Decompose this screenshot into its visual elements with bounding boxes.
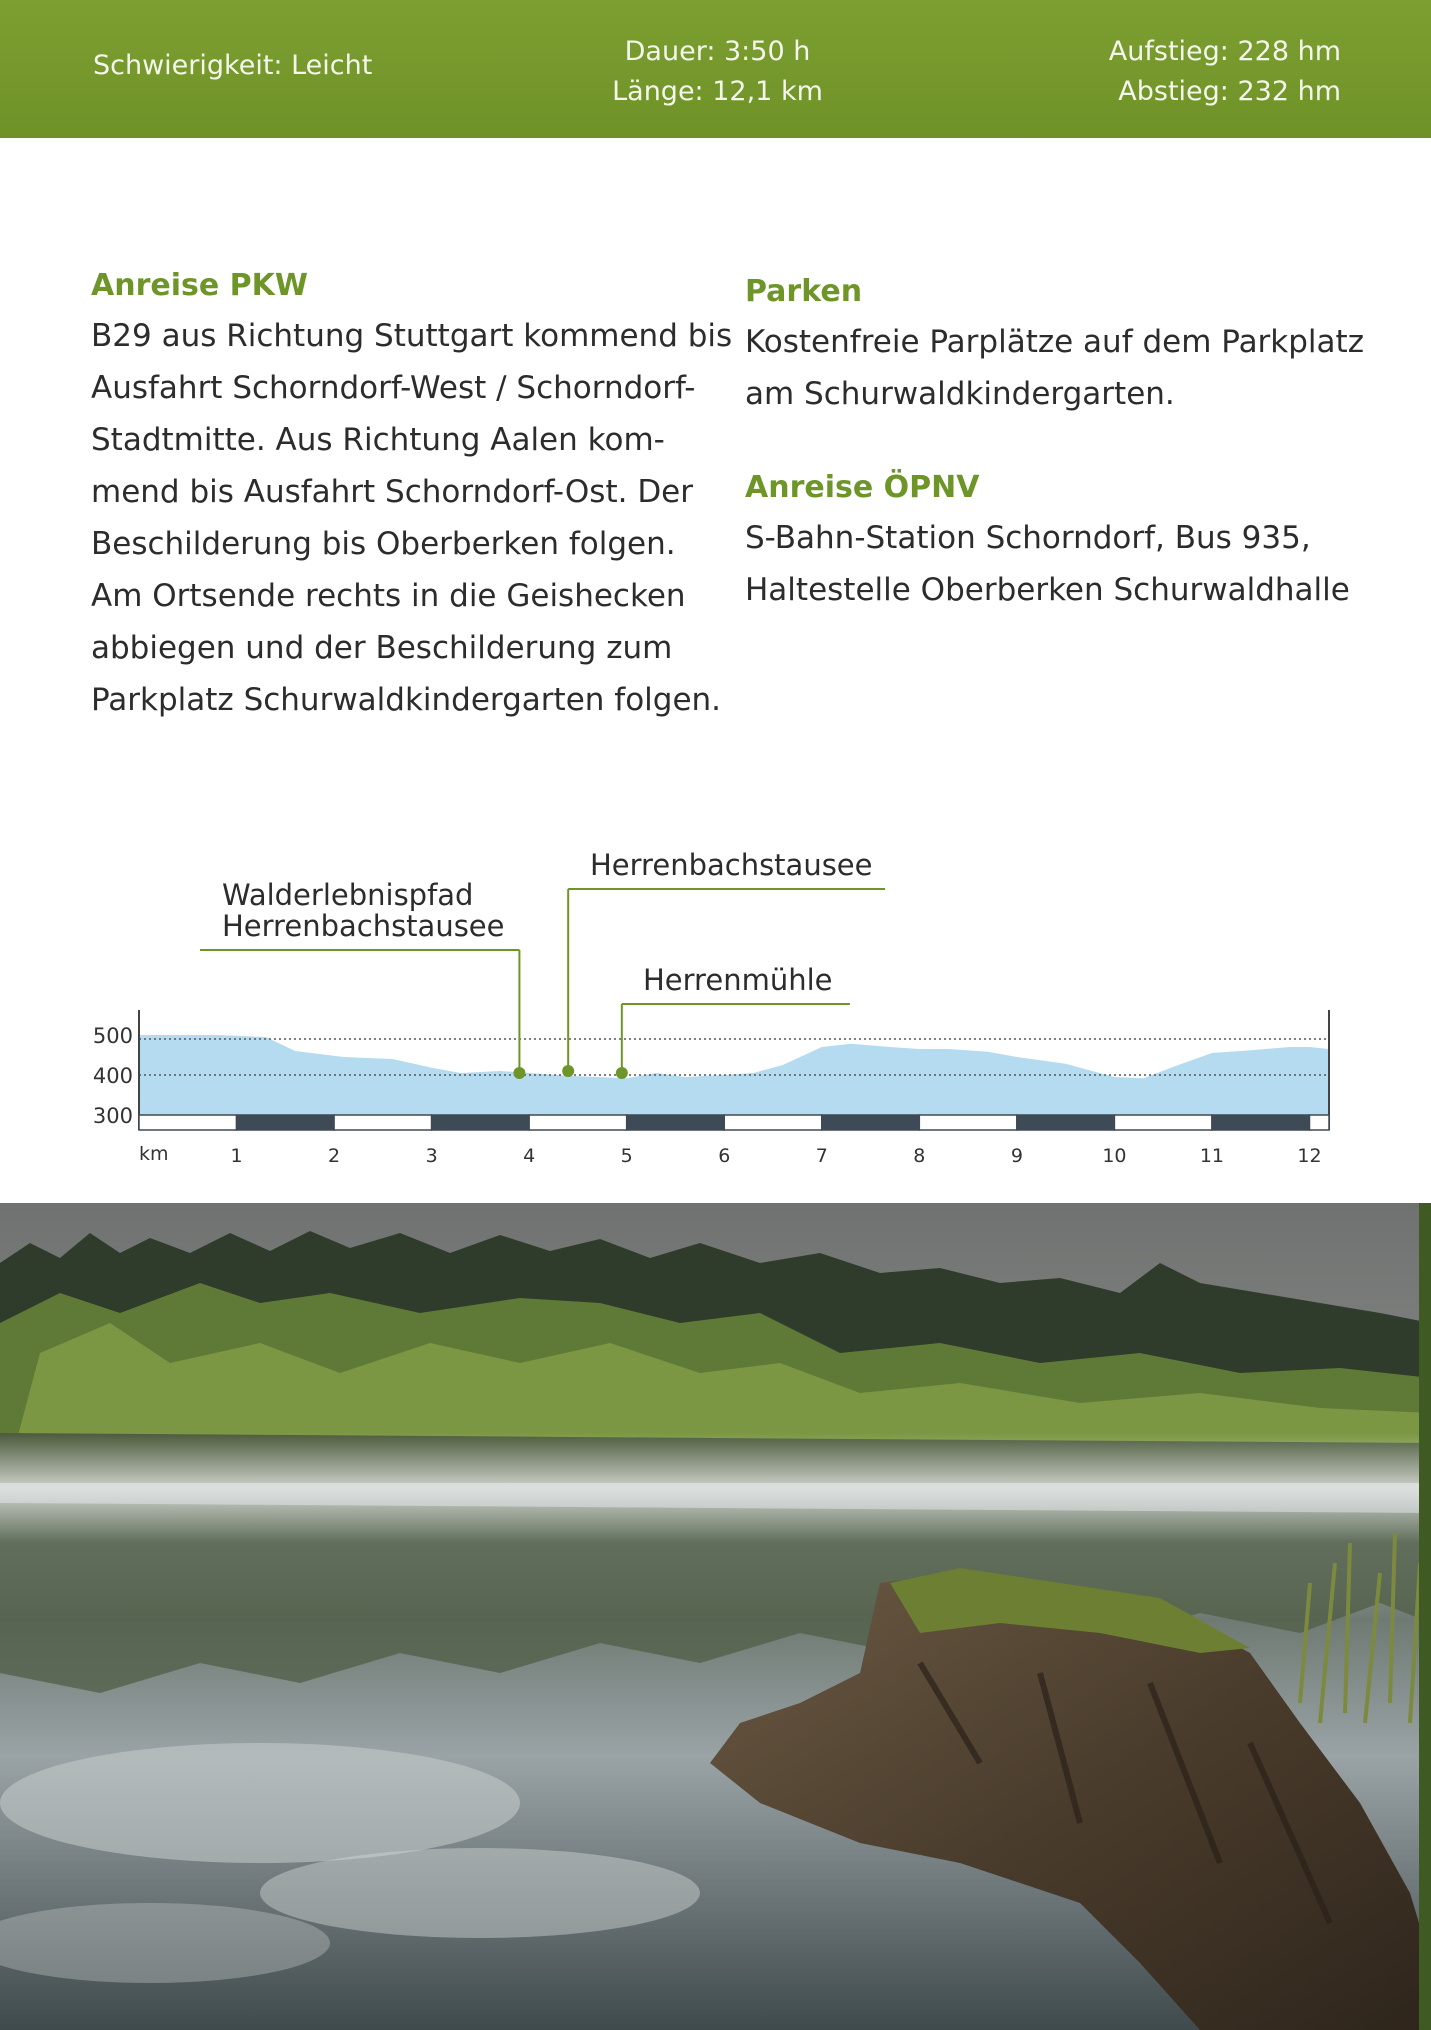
section-right-column — [745, 268, 1385, 616]
x-tick-label: 2 — [328, 1145, 341, 1167]
km-scale-segment — [1309, 1115, 1329, 1130]
elevation-profile-chart — [0, 790, 1431, 1170]
x-tick-label: 3 — [425, 1145, 438, 1167]
km-scale-segment — [627, 1115, 725, 1130]
annotation-marker — [562, 1065, 574, 1077]
page-edge-strip — [1419, 1203, 1431, 2030]
x-tick-label: 9 — [1010, 1145, 1023, 1167]
length-text: Länge: 12,1 km — [612, 76, 823, 107]
pkw-line: Ausfahrt Schorndorf-West / Schorndorf- — [91, 370, 696, 406]
km-scale-segment — [1017, 1115, 1115, 1130]
km-scale-segment — [1212, 1115, 1310, 1130]
x-tick-label: 1 — [230, 1145, 243, 1167]
y-tick-label: 500 — [92, 1024, 133, 1048]
x-tick-label: 7 — [815, 1145, 828, 1167]
km-scale-segment — [237, 1115, 335, 1130]
annotation-marker — [616, 1067, 628, 1079]
pkw-line: Parkplatz Schurwaldkindergarten folgen. — [91, 682, 722, 718]
parken-line: am Schurwaldkindergarten. — [745, 376, 1175, 412]
x-axis-label: km — [139, 1143, 169, 1165]
y-tick-label: 400 — [92, 1064, 133, 1088]
pkw-line: mend bis Ausfahrt Schorndorf-Ost. Der — [91, 474, 694, 510]
pkw-line: abbiegen und der Beschilderung zum — [91, 630, 673, 666]
section-anreise-pkw — [91, 262, 731, 726]
section-spacer — [745, 420, 1385, 464]
km-scale-segment — [919, 1115, 1017, 1130]
annotation-label: Herrenbachstausee — [222, 909, 505, 943]
km-scale-segment — [822, 1115, 920, 1130]
km-scale-segment — [724, 1115, 822, 1130]
x-tick-label: 11 — [1199, 1145, 1225, 1167]
km-scale-segment — [1114, 1115, 1212, 1130]
annotation-label: Herrenbachstausee — [590, 848, 873, 882]
km-scale-segment — [529, 1115, 627, 1130]
section-heading-oepnv: Anreise ÖPNV — [745, 470, 980, 505]
difficulty-text: Schwierigkeit: Leicht — [93, 50, 373, 81]
duration-length — [560, 32, 875, 112]
section-heading-parken: Parken — [745, 274, 863, 309]
x-tick-label: 5 — [620, 1145, 633, 1167]
pkw-line: Am Ortsende rechts in die Geishecken — [91, 578, 686, 614]
x-tick-label: 8 — [913, 1145, 926, 1167]
km-scale-segment — [432, 1115, 530, 1130]
descent-text: Abstieg: 232 hm — [1118, 76, 1341, 107]
x-tick-label: 10 — [1102, 1145, 1127, 1167]
km-scale-segment — [334, 1115, 432, 1130]
pkw-line: Beschilderung bis Oberberken folgen. — [91, 526, 676, 562]
parken-line: Kostenfreie Parplätze auf dem Parkplatz — [745, 324, 1364, 360]
pkw-line: Stadtmitte. Aus Richtung Aalen kom- — [91, 422, 665, 458]
section-heading-pkw: Anreise PKW — [91, 268, 308, 303]
x-tick-label: 12 — [1297, 1145, 1322, 1167]
difficulty — [93, 46, 372, 86]
oepnv-line: S-Bahn-Station Schorndorf, Bus 935, — [745, 520, 1311, 556]
y-tick-label: 300 — [92, 1104, 133, 1128]
x-tick-label: 6 — [718, 1145, 731, 1167]
x-tick-label: 4 — [523, 1145, 536, 1167]
duration-text: Dauer: 3:50 h — [624, 36, 811, 67]
ascent-descent — [1109, 32, 1341, 112]
ascent-text: Aufstieg: 228 hm — [1108, 36, 1341, 67]
route-info-bar — [0, 0, 1431, 138]
pkw-line: B29 aus Richtung Stuttgart kommend bis — [91, 318, 733, 354]
oepnv-line: Haltestelle Oberberken Schurwaldhalle — [745, 572, 1350, 608]
annotation-marker — [513, 1067, 525, 1079]
lake-forest-treestump-photo — [0, 1203, 1431, 2030]
annotation-label: Walderlebnispfad — [222, 878, 474, 912]
annotation-label: Herrenmühle — [643, 963, 833, 997]
km-scale-segment — [139, 1115, 237, 1130]
